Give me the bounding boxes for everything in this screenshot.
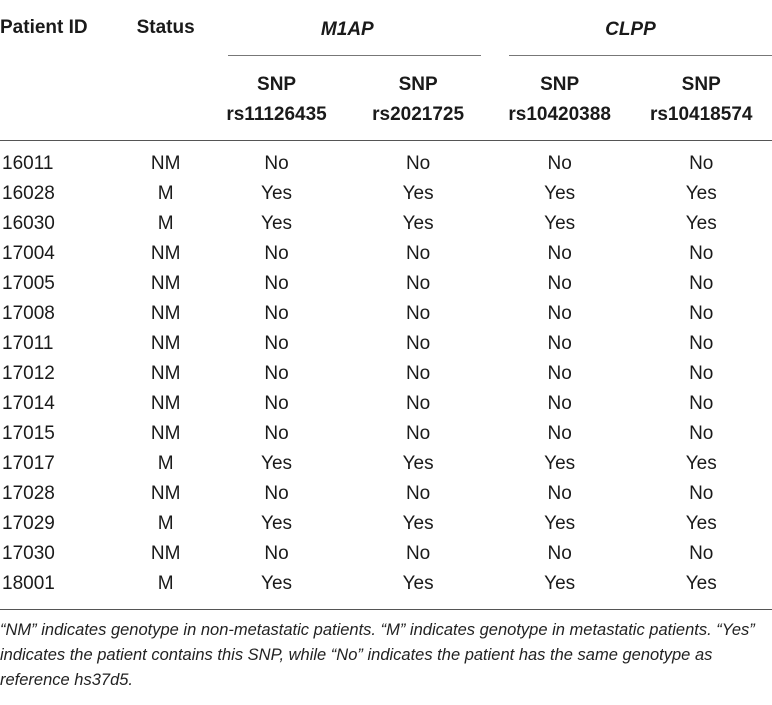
cell-snp-4: No (689, 363, 714, 384)
cell-snp-3: Yes (544, 573, 576, 594)
cell-snp-1: No (264, 363, 289, 384)
cell-snp-3: No (547, 333, 572, 354)
cell-snp-4: No (689, 333, 714, 354)
header-status: Status (136, 17, 195, 38)
table-row (0, 359, 772, 389)
header-group-clpp (489, 0, 772, 60)
cell-patient-id: 17004 (2, 243, 55, 264)
cell-snp-4: No (689, 393, 714, 414)
cell-snp-3: No (547, 363, 572, 384)
cell-snp-4: Yes (685, 183, 717, 204)
cell-status: M (157, 183, 174, 204)
header-snp-2-label: SNP (398, 74, 438, 95)
cell-snp-4: No (689, 153, 714, 174)
cell-snp-4: Yes (685, 453, 717, 474)
cell-snp-1: Yes (261, 183, 293, 204)
table-row (0, 419, 772, 449)
cell-snp-3: No (547, 543, 572, 564)
header-snp-1 (206, 60, 348, 141)
header-patient-id: Patient ID (0, 17, 88, 38)
cell-snp-2: Yes (402, 453, 434, 474)
cell-snp-3: Yes (544, 183, 576, 204)
header-group-clpp-rule (509, 55, 772, 56)
cell-status: NM (150, 543, 181, 564)
header-group-clpp-label: CLPP (605, 19, 656, 40)
cell-snp-1: No (264, 543, 289, 564)
table-row (0, 141, 772, 180)
cell-snp-2: No (405, 303, 431, 324)
cell-snp-2: Yes (402, 513, 434, 534)
cell-snp-3: No (547, 243, 572, 264)
table-row (0, 239, 772, 269)
cell-snp-1: Yes (261, 453, 293, 474)
cell-status: M (157, 213, 174, 234)
cell-snp-3: No (547, 153, 572, 174)
cell-snp-2: No (405, 243, 431, 264)
cell-snp-1: No (264, 153, 289, 174)
cell-patient-id: 17015 (2, 423, 55, 444)
cell-snp-1: No (264, 273, 289, 294)
cell-patient-id: 17017 (2, 453, 55, 474)
table-row (0, 299, 772, 329)
cell-snp-2: Yes (402, 213, 434, 234)
header-group-m1ap-label: M1AP (320, 19, 374, 40)
header-snp-4-id: rs10418574 (649, 104, 753, 125)
cell-snp-2: No (405, 333, 431, 354)
cell-patient-id: 16030 (2, 213, 55, 234)
cell-snp-3: Yes (544, 513, 576, 534)
cell-snp-4: No (689, 483, 714, 504)
cell-snp-3: Yes (544, 213, 576, 234)
cell-snp-4: No (689, 303, 714, 324)
cell-patient-id: 17008 (2, 303, 55, 324)
cell-status: NM (150, 303, 181, 324)
table-row (0, 569, 772, 610)
header-snp-3-id: rs10420388 (508, 104, 611, 125)
cell-snp-3: No (547, 423, 572, 444)
table-row (0, 389, 772, 419)
cell-status: NM (150, 273, 181, 294)
cell-snp-2: No (405, 543, 431, 564)
cell-patient-id: 17011 (2, 333, 54, 354)
cell-snp-4: No (689, 423, 714, 444)
header-snp-2-id: rs2021725 (372, 104, 465, 125)
header-row-groups (0, 0, 772, 60)
cell-snp-3: Yes (544, 453, 576, 474)
table-row (0, 479, 772, 509)
cell-patient-id: 17028 (2, 483, 55, 504)
cell-status: M (157, 573, 174, 594)
cell-status: NM (150, 393, 181, 414)
cell-snp-3: No (547, 393, 572, 414)
cell-snp-1: No (264, 243, 289, 264)
header-snp-1-label: SNP (257, 74, 297, 95)
cell-snp-4: No (689, 273, 714, 294)
cell-status: NM (150, 243, 181, 264)
cell-snp-2: No (405, 273, 431, 294)
table-row (0, 539, 772, 569)
table-footnote: “NM” indicates genotype in non-metastatic patients. “M” indicates genotype in metastatic patients. “Yes” indicates the patient contains this SNP, while “No” indicates the patient has the same genotype as reference hs37d5. (0, 621, 755, 689)
header-snp-3 (489, 60, 631, 141)
cell-patient-id: 18001 (2, 573, 55, 594)
table-body (0, 141, 772, 610)
cell-status: NM (150, 153, 181, 174)
cell-status: M (157, 513, 174, 534)
cell-snp-4: Yes (685, 573, 717, 594)
cell-snp-4: Yes (685, 513, 717, 534)
header-snp-2 (347, 60, 489, 141)
table-row (0, 449, 772, 479)
header-snp-3-label: SNP (540, 74, 580, 95)
cell-patient-id: 17005 (2, 273, 55, 294)
header-snp-4-label: SNP (681, 74, 721, 95)
cell-snp-4: No (689, 543, 714, 564)
cell-snp-1: Yes (261, 213, 293, 234)
cell-patient-id: 17012 (2, 363, 55, 384)
table-row (0, 179, 772, 209)
table-row (0, 209, 772, 239)
cell-snp-2: Yes (402, 573, 434, 594)
cell-patient-id: 17030 (2, 543, 55, 564)
cell-status: NM (150, 363, 181, 384)
cell-snp-3: No (547, 273, 572, 294)
cell-patient-id: 17014 (2, 393, 55, 414)
cell-snp-4: Yes (685, 213, 717, 234)
cell-snp-2: No (405, 153, 431, 174)
cell-snp-3: No (547, 303, 572, 324)
cell-snp-1: Yes (261, 573, 293, 594)
cell-patient-id: 16011 (2, 153, 54, 174)
cell-snp-1: No (264, 423, 289, 444)
header-snp-1-id: rs11126435 (226, 104, 327, 125)
cell-snp-3: No (547, 483, 572, 504)
cell-snp-2: No (405, 393, 431, 414)
cell-status: NM (150, 483, 181, 504)
cell-snp-2: Yes (402, 183, 434, 204)
header-group-m1ap-rule (228, 55, 481, 56)
table-row (0, 329, 772, 359)
cell-snp-1: No (264, 333, 289, 354)
cell-status: M (157, 453, 174, 474)
cell-patient-id: 17029 (2, 513, 55, 534)
table-row (0, 509, 772, 539)
cell-status: NM (150, 333, 181, 354)
cell-status: NM (150, 423, 181, 444)
cell-snp-1: No (264, 393, 289, 414)
cell-snp-2: No (405, 363, 431, 384)
cell-snp-2: No (405, 483, 431, 504)
cell-snp-2: No (405, 423, 431, 444)
header-group-m1ap (206, 0, 489, 60)
cell-snp-1: No (264, 483, 289, 504)
cell-patient-id: 16028 (2, 183, 55, 204)
header-snp-4 (630, 60, 772, 141)
cell-snp-1: Yes (261, 513, 293, 534)
cell-snp-1: No (264, 303, 289, 324)
cell-snp-4: No (689, 243, 714, 264)
table-row (0, 269, 772, 299)
